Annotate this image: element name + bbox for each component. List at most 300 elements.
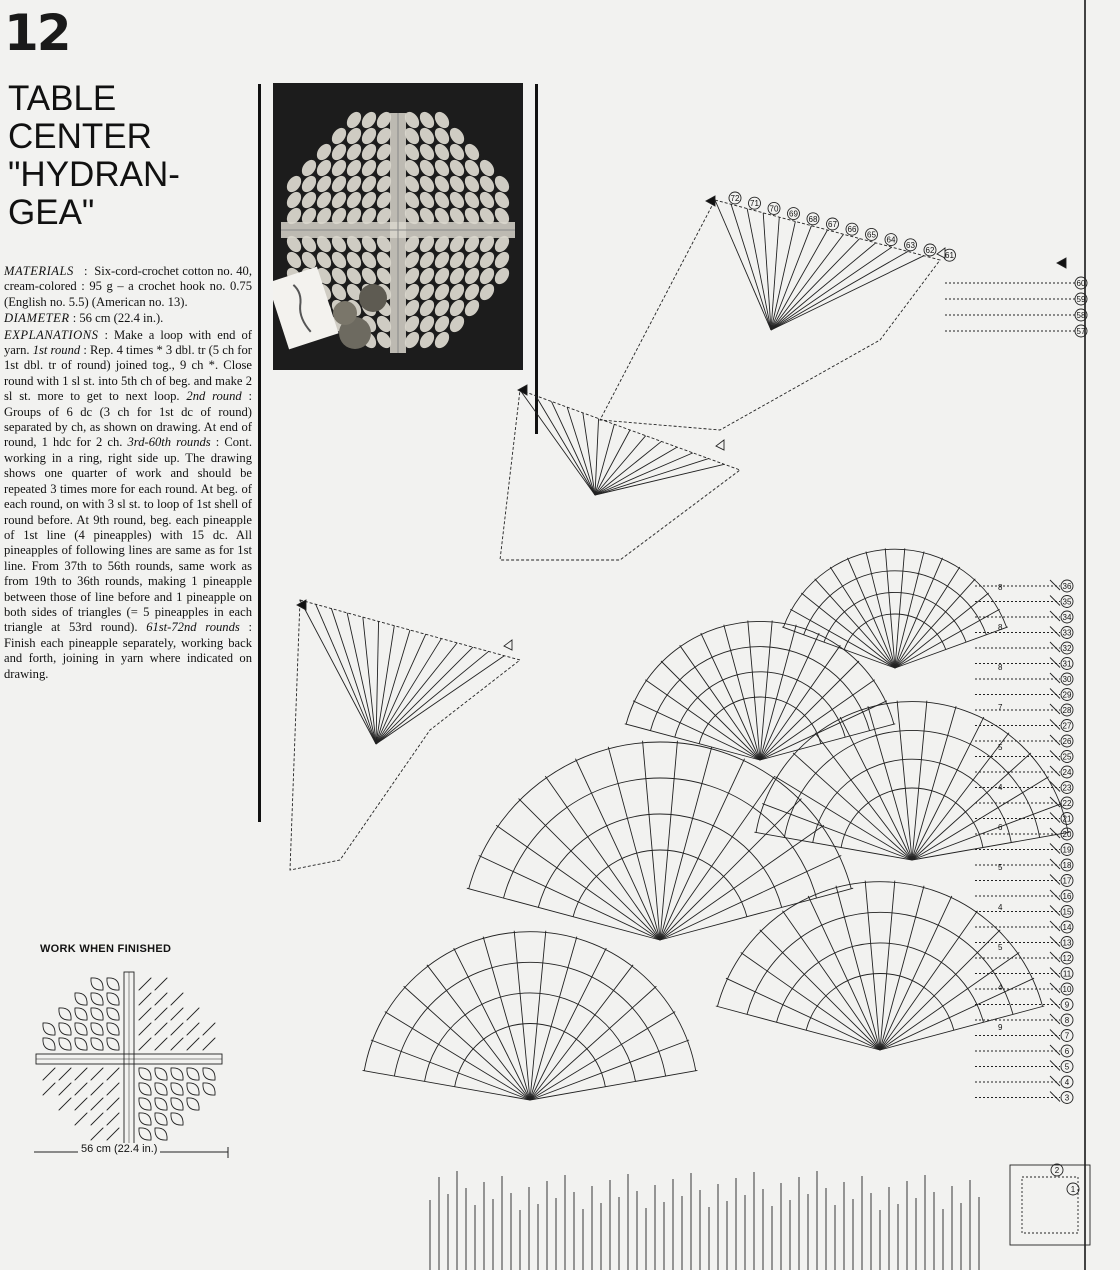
chart-stitch [1050, 937, 1060, 947]
round61-label: 61st-72nd rounds [146, 620, 240, 635]
explanations-intro: : Make a loop with end of yarn. [4, 327, 252, 358]
pattern-number: 12 [4, 4, 70, 62]
finished-leaf [59, 1098, 71, 1110]
chart-stitch [912, 701, 927, 860]
chart-stitch [1050, 720, 1060, 730]
finished-leaf [155, 1113, 167, 1125]
chart-stitch [880, 896, 952, 1050]
materials-text: Six-cord-crochet cotton no. 40, cream-colored : 95 g – a crochet hook no. 0.75 (English no. 5.5) (American no. 13). [4, 264, 252, 309]
stitch-count-label: 5 [998, 743, 1003, 752]
chart-chain-arc [806, 974, 954, 1031]
finished-leaf [139, 1068, 151, 1080]
finished-leaf [139, 1083, 151, 1095]
finished-leaf [139, 1038, 151, 1050]
chart-stitch [1050, 906, 1060, 916]
chart-stitch [660, 747, 712, 940]
chart-stitch [1050, 580, 1060, 590]
chart-stitch [760, 680, 875, 760]
chart-stitch [660, 741, 677, 940]
chart-stitch [724, 625, 760, 760]
chart-stitch [479, 855, 660, 940]
chart-chain-arc [756, 702, 1068, 833]
round-number-label: 27 [1062, 721, 1072, 731]
chart-stitch [1050, 658, 1060, 668]
round-number-label: 15 [1062, 907, 1072, 917]
title-line: CENTER [8, 117, 152, 156]
finished-leaf [75, 1068, 87, 1080]
round2-label: 2nd round [186, 389, 242, 404]
round-number-label: 26 [1062, 737, 1072, 746]
finished-leaf [107, 1128, 119, 1140]
chart-stitch [645, 680, 760, 760]
chart-stitch [1050, 782, 1060, 792]
chart-stitch [830, 567, 895, 668]
chart-stitch [1050, 1030, 1060, 1040]
chart-stitch [595, 436, 646, 495]
finished-leaf [107, 1083, 119, 1095]
chart-chain-arc [675, 672, 845, 737]
finished-leaf [187, 1098, 199, 1110]
chart-stitch [530, 931, 546, 1100]
chart-stitch [1050, 999, 1060, 1009]
chart-stitch [1050, 704, 1060, 714]
round-number-label: 12 [1062, 954, 1072, 963]
chart-chain-arc [783, 549, 1006, 627]
round-number-label: 13 [1062, 938, 1072, 948]
chart-stitch [660, 855, 841, 940]
chart-stitch [760, 661, 859, 760]
round-number-label: 62 [925, 246, 935, 255]
finished-leaf [75, 1023, 87, 1035]
chart-stitch [575, 759, 660, 940]
finished-leaf [155, 1098, 167, 1110]
round-number-label: 29 [1062, 690, 1072, 700]
chart-chain-arc [813, 759, 1012, 842]
chart-chain-arc [841, 788, 983, 847]
finished-leaf [155, 978, 167, 990]
chart-stitch [530, 1070, 697, 1100]
stitch-count-label: 8 [998, 663, 1003, 672]
chart-stitch [371, 1040, 530, 1100]
finished-leaf [139, 993, 151, 1005]
chart-stitch [790, 609, 895, 668]
finished-leaf [75, 1038, 87, 1050]
chart-stitch [760, 645, 840, 760]
diameter-text: : 56 cm (22.4 in.). [72, 311, 164, 326]
instructions-text [4, 264, 252, 683]
end-marker [937, 248, 945, 258]
chart-stitch [1050, 890, 1060, 900]
chart-stitch [726, 978, 880, 1050]
chart-stitch [897, 701, 912, 860]
finished-leaf [155, 1008, 167, 1020]
finished-leaf [155, 1068, 167, 1080]
finished-leaf [139, 1098, 151, 1110]
finished-leaf [75, 1008, 87, 1020]
chart-stitch [347, 613, 376, 744]
chart-stitch [760, 621, 772, 760]
chart-stitch [530, 1040, 689, 1100]
chart-stitch [376, 626, 394, 744]
round-number-label: 67 [828, 220, 837, 229]
finished-leaf [155, 1083, 167, 1095]
chart-stitch [1050, 627, 1060, 637]
round2-text: : Groups of 6 dc (3 ch for 1st dc of round) separated by ch, as shown on drawing. At end of round, 1 hdc for 2 ch. [4, 389, 252, 450]
chart-stitch [376, 639, 441, 744]
chart-stitch [376, 656, 504, 744]
chart-chain-arc [538, 814, 781, 907]
chart-stitch [536, 396, 595, 495]
round-number-label: 5 [1064, 1062, 1070, 1072]
chart-stitch [1050, 1076, 1060, 1086]
chart-stitch [880, 978, 1034, 1050]
chart-stitch [715, 200, 771, 330]
round3-label: 3rd-60th rounds [127, 435, 211, 450]
chart-chain-arc [425, 993, 636, 1082]
finished-leaf [75, 1098, 87, 1110]
chart-stitch [880, 1006, 1044, 1050]
round-number-label: 72 [730, 194, 740, 203]
chart-pineapple [290, 600, 520, 870]
finished-leaf [155, 1128, 167, 1140]
round-number-label: 66 [847, 225, 857, 235]
finished-leaf [187, 1083, 199, 1095]
chart-stitch [895, 627, 1008, 668]
chart-stitch [633, 701, 760, 760]
chart-stitch [1050, 766, 1060, 776]
finished-leaf [187, 1008, 199, 1020]
chart-stitch [427, 965, 530, 1100]
finished-leaf [171, 1023, 183, 1035]
chart-stitch [760, 633, 819, 760]
round-number-label: 22 [1062, 799, 1072, 808]
finished-work-diagram [28, 962, 238, 1162]
stitch-count-label: 7 [998, 703, 1003, 712]
finished-leaf [43, 1083, 55, 1095]
chart-stitch [1050, 875, 1060, 885]
chart-stitch [782, 911, 880, 1050]
stitch-count-label: 4 [998, 903, 1003, 912]
chart-stitch [1050, 611, 1060, 621]
finished-leaf [91, 978, 103, 990]
chart-stitch [1050, 1061, 1060, 1071]
finished-leaf [91, 1113, 103, 1125]
finished-leaf [107, 1113, 119, 1125]
chart-stitch [880, 952, 1019, 1050]
round-number-label: 69 [789, 209, 798, 219]
chart-stitch [496, 825, 660, 940]
round-number-label: 57 [1076, 327, 1086, 336]
finished-leaf [75, 1113, 87, 1125]
round-number-label: 71 [750, 199, 759, 209]
chart-stitch [880, 930, 1000, 1050]
stitch-count-label: 4 [998, 783, 1003, 792]
chart-stitch [912, 804, 1062, 860]
materials-paragraph [4, 264, 252, 310]
finished-leaf [91, 1098, 103, 1110]
chart-stitch [912, 753, 1031, 860]
chart-stitch [771, 247, 892, 330]
chart-stitch [1050, 797, 1060, 807]
chart-stitch [661, 661, 760, 760]
chart-stitch [1050, 642, 1060, 652]
round-number-label: 3 [1064, 1093, 1070, 1103]
chart-stitch [836, 886, 880, 1050]
chart-stitch [895, 579, 975, 668]
stitch-count-label: 9 [998, 1023, 1003, 1032]
finished-leaf [91, 1128, 103, 1140]
finished-leaf [171, 1098, 183, 1110]
join-marker [706, 196, 715, 206]
finished-leaf [107, 1098, 119, 1110]
stitch-count-label: 6 [998, 823, 1003, 832]
chart-stitch [1050, 983, 1060, 993]
round-number-label: 7 [1064, 1031, 1070, 1041]
join-marker [1057, 258, 1066, 268]
round-number-label: 8 [1064, 1016, 1070, 1025]
chart-stitch [514, 931, 530, 1100]
finished-leaf [171, 1113, 183, 1125]
chart-stitch [1050, 735, 1060, 745]
chart-stitch [895, 609, 1000, 668]
diameter-paragraph [4, 311, 252, 326]
chart-stitch [716, 1006, 880, 1050]
round-number-label: 17 [1062, 876, 1072, 886]
finished-leaf [155, 1038, 167, 1050]
explanations-paragraph [4, 328, 252, 682]
finished-work-label: WORK WHEN FINISHED [40, 943, 172, 955]
round-number-label: 4 [1064, 1078, 1070, 1087]
chart-stitch [530, 965, 633, 1100]
chart-stitch [643, 741, 660, 940]
chart-stitch [1050, 1014, 1060, 1024]
round-number-label: 24 [1062, 768, 1072, 777]
finished-leaf [91, 1083, 103, 1095]
chart-stitch [880, 881, 895, 1050]
chart-stitch [1050, 689, 1060, 699]
round-number-label: 23 [1062, 783, 1072, 793]
finished-leaf [155, 1023, 167, 1035]
explanations-label: EXPLANATIONS [4, 327, 99, 342]
round-number-label: 14 [1062, 923, 1072, 932]
chart-stitch [748, 621, 760, 760]
materials-separator: : [83, 264, 88, 278]
finished-leaf [187, 1038, 199, 1050]
chart-stitch [1050, 844, 1060, 854]
chart-stitch [1050, 828, 1060, 838]
chart-stitch [595, 453, 693, 495]
finished-leaf [43, 1038, 55, 1050]
chart-chain-arc [804, 571, 987, 635]
chart-stitch [680, 645, 760, 760]
chart-stitch [895, 567, 960, 668]
round-number-label: 16 [1062, 892, 1072, 901]
finished-leaf [203, 1083, 215, 1095]
finished-leaf [139, 978, 151, 990]
chart-chain-arc [747, 912, 1013, 1014]
finished-leaf [75, 993, 87, 1005]
round-number-label: 60 [1076, 279, 1086, 288]
finished-leaf [203, 1023, 215, 1035]
chart-stitch [376, 621, 379, 744]
round-number-label: 25 [1062, 752, 1072, 762]
round-number-label: 32 [1062, 644, 1072, 653]
round-number-label: 10 [1062, 985, 1072, 994]
finished-leaf [59, 1023, 71, 1035]
round1-label: 1st round [32, 343, 81, 358]
chart-stitch [567, 407, 595, 495]
chart-stitch [760, 625, 796, 760]
chart-stitch [467, 888, 660, 940]
chart-chain-arc [573, 850, 747, 917]
chart-stitch [760, 930, 880, 1050]
chart-stitch [880, 886, 924, 1050]
stitch-count-label: 5 [998, 863, 1003, 872]
chart-stitch [1050, 1045, 1060, 1055]
chart-stitch [316, 604, 376, 744]
finished-leaf [203, 1068, 215, 1080]
finished-leaf [43, 1068, 55, 1080]
finished-leaf [59, 1068, 71, 1080]
round-number-label: 34 [1062, 613, 1072, 622]
chart-stitch [376, 643, 457, 744]
chart-stitch [660, 759, 745, 940]
chart-stitch [1050, 859, 1060, 869]
chart-stitch [1050, 968, 1060, 978]
chart-stitch [865, 881, 880, 1050]
title-line: "HYDRAN- [8, 155, 180, 194]
chart-chain-arc [504, 778, 817, 898]
chart-stitch [660, 825, 824, 940]
chart-stitch [404, 986, 530, 1100]
round3-text: : Cont. working in a ring, right side up. The drawing shows one quarter of work and should be repeated 3 times more for each round. At beg. of each round, on with 3 sl st. to loop of 1st shell of round before. At 9th round, beg. each pineapple of 1st line (4 pineapples) with 15 dc. All pineapples of following lines are same as for 1st line. From 37th to 56th rounds, same work as from 19th to 36th rounds, making 1 pineapple between those of line before and 1 pineapple on both sides of triangles (= 5 pineapples in each triangle at 53rd round). [4, 435, 252, 635]
chart-center-square [1022, 1177, 1078, 1233]
chart-stitch [520, 390, 595, 495]
chart-chain-arc [626, 621, 894, 724]
finished-leaf [171, 1038, 183, 1050]
round-number-label: 70 [769, 204, 779, 214]
finished-leaf [107, 978, 119, 990]
finished-leaf [91, 1068, 103, 1080]
finished-leaf [171, 993, 183, 1005]
finished-leaf [139, 1023, 151, 1035]
diameter-label: DIAMETER [4, 311, 70, 326]
round-number-label: 33 [1062, 628, 1072, 638]
chart-stitch [660, 776, 775, 940]
chart-stitch [1050, 673, 1060, 683]
chart-stitch [1050, 921, 1060, 931]
end-marker [504, 640, 512, 650]
round-number-label: 18 [1062, 861, 1072, 870]
round-number-label: 36 [1062, 582, 1072, 591]
chart-stitch [545, 776, 660, 940]
finished-leaf [155, 993, 167, 1005]
chart-stitch [912, 733, 1009, 860]
round-number-label: 28 [1062, 706, 1072, 715]
round-number-label: 59 [1076, 295, 1086, 304]
chart-stitch [771, 251, 908, 330]
chart-stitch [808, 896, 880, 1050]
stitch-count-label: 5 [998, 943, 1003, 952]
round-number-label: 11 [1062, 969, 1072, 979]
chart-stitch [625, 724, 760, 760]
round-number-label: 9 [1064, 1000, 1070, 1010]
round-number-label: 58 [1076, 311, 1086, 320]
chart-stitch [741, 952, 880, 1050]
chart-stitch [300, 600, 376, 744]
finished-leaf [59, 1008, 71, 1020]
round-number-label: 30 [1062, 675, 1072, 684]
chart-stitch [519, 799, 660, 940]
join-marker [297, 600, 306, 610]
chart-chain-arc [699, 697, 821, 744]
round-number-label: 61 [945, 251, 954, 261]
round-number-label: 20 [1062, 830, 1072, 839]
chart-stitch [880, 911, 978, 1050]
end-marker [716, 440, 724, 450]
round1-text: : Rep. 4 times * 3 dbl. tr (5 ch for 1st dbl. tr of round) joined tog., 9 ch *. Close round with 1 sl st. into 5th ch of beg. and make 2 sl st. more to get to next loop. [4, 343, 252, 404]
chart-stitch [608, 747, 660, 940]
title-line: GEA" [8, 193, 95, 232]
chart-stitch [1050, 952, 1060, 962]
round-number-label: 31 [1062, 659, 1072, 669]
finished-leaf [91, 1023, 103, 1035]
chart-stitch [701, 633, 760, 760]
finished-leaf [171, 1083, 183, 1095]
finished-leaf [171, 1068, 183, 1080]
chart-chain-arc [455, 1024, 606, 1087]
title-line: TABLE [8, 79, 117, 118]
chart-stitch [731, 204, 771, 330]
finished-leaf [43, 1023, 55, 1035]
chart-chain-arc [844, 614, 945, 650]
stitch-count-label: 8 [998, 623, 1003, 632]
round-number-label: 21 [1062, 814, 1072, 824]
finished-leaf [171, 1008, 183, 1020]
chart-chain-arc [394, 962, 665, 1076]
dimension-text: 56 cm (22.4 in.) [78, 1143, 160, 1155]
chart-chain-arc [777, 943, 984, 1022]
chart-chain-arc [650, 647, 869, 731]
round-number-label: 2 [1054, 1166, 1060, 1175]
stitch-count-label: 8 [998, 583, 1003, 592]
finished-leaf [59, 1038, 71, 1050]
finished-leaf [139, 1113, 151, 1125]
chart-stitch [660, 888, 853, 940]
finished-leaf [107, 993, 119, 1005]
round-number-label: 6 [1064, 1047, 1070, 1056]
vertical-rule-left [258, 84, 261, 822]
chart-stitch [530, 986, 656, 1100]
finished-leaf [91, 1038, 103, 1050]
finished-leaf [187, 1068, 199, 1080]
chart-stitch [760, 724, 895, 760]
round-number-label: 68 [808, 214, 818, 224]
chart-stitch [793, 753, 912, 860]
finished-leaf [107, 1068, 119, 1080]
chart-stitch [747, 209, 771, 330]
round-number-label: 1 [1070, 1185, 1076, 1194]
finished-leaf [59, 1083, 71, 1095]
chart-stitch [376, 651, 489, 744]
crochet-chart [262, 180, 1120, 1270]
round-number-label: 65 [867, 230, 876, 240]
finished-leaf [139, 1008, 151, 1020]
chart-stitch [1050, 596, 1060, 606]
round-number-label: 35 [1062, 597, 1072, 607]
materials-label: MATERIALS [4, 264, 74, 278]
chart-chain-arc [717, 882, 1042, 1007]
